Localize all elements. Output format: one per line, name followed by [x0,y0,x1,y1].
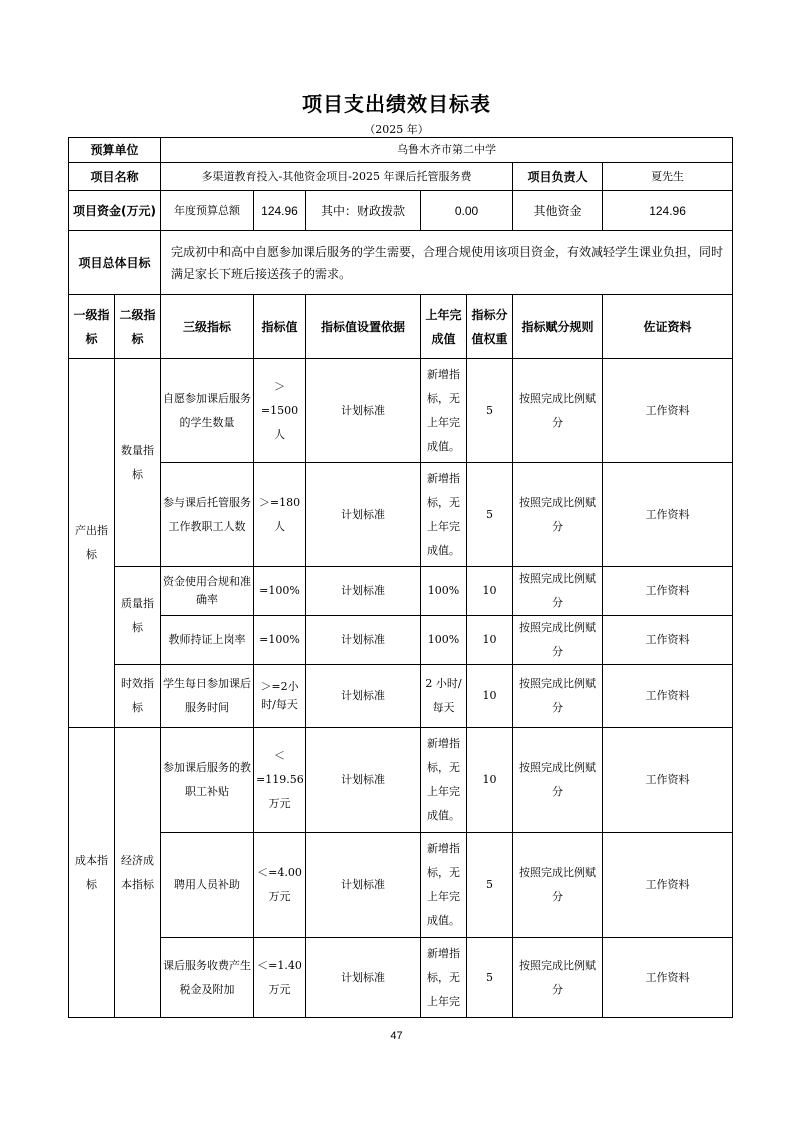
year-label: （2025 年） [364,123,429,136]
level2-quality: 质量指标 [115,567,161,665]
indicator-value: ＜=119.56 万元 [254,728,306,833]
indicator-rule: 按照完成比例赋分 [513,463,603,567]
name-label: 项目名称 [69,163,161,191]
indicator-last: 新增指标，无上年完成值。 [421,463,467,567]
indicator-weight: 5 [467,938,513,1018]
table-row [69,833,733,938]
header-value: 指标值 [254,295,306,359]
header-weight: 指标分值权重 [467,295,513,359]
indicator-basis: 计划标准 [306,359,421,463]
indicator-name: 学生每日参加课后服务时间 [161,665,254,728]
indicator-proof: 工作资料 [603,616,733,665]
header-level1: 一级指标 [69,295,115,359]
page-number: 47 [390,1030,403,1042]
unit-label: 预算单位 [69,138,161,163]
annual-label: 年度预算总额 [161,191,254,231]
other-value: 124.96 [603,191,733,231]
indicator-weight: 5 [467,463,513,567]
performance-table [68,137,733,1018]
indicator-last: 新增指标，无上年完成值。 [421,728,467,833]
indicator-weight: 10 [467,616,513,665]
table-row [69,665,733,728]
indicator-value: ＞=2小时/每天 [254,665,306,728]
indicator-value: ＞=180人 [254,463,306,567]
indicator-rule: 按照完成比例赋分 [513,359,603,463]
level1-cost: 成本指标 [69,728,115,1018]
indicator-rule: 按照完成比例赋分 [513,728,603,833]
indicator-value: =100% [254,567,306,616]
indicator-name: 课后服务收费产生税金及附加 [161,938,254,1018]
indicator-basis: 计划标准 [306,567,421,616]
page-title: 项目支出绩效目标表 [302,92,491,116]
leader-label: 项目负责人 [513,163,603,191]
indicator-rule: 按照完成比例赋分 [513,833,603,938]
header-last: 上年完成值 [421,295,467,359]
header-proof: 佐证资料 [603,295,733,359]
indicator-proof: 工作资料 [603,359,733,463]
indicator-value: =100% [254,616,306,665]
indicator-rule: 按照完成比例赋分 [513,616,603,665]
indicator-name: 参与课后托管服务工作教职工人数 [161,463,254,567]
table-row [69,359,733,463]
indicator-rule: 按照完成比例赋分 [513,665,603,728]
indicator-name: 聘用人员补助 [161,833,254,938]
goal-text: 完成初中和高中自愿参加课后服务的学生需要，合理合规使用该项目资金，有效减轻学生课业负担，同时满足家长下班后接送孩子的需求。 [161,231,733,295]
indicator-basis: 计划标准 [306,665,421,728]
indicator-proof: 工作资料 [603,833,733,938]
indicator-proof: 工作资料 [603,567,733,616]
table-row [69,938,733,1018]
indicator-rule: 按照完成比例赋分 [513,567,603,616]
header-level3: 三级指标 [161,295,254,359]
indicator-weight: 5 [467,833,513,938]
level1-output: 产出指标 [69,359,115,728]
indicator-rule: 按照完成比例赋分 [513,938,603,1018]
table-row [69,567,733,616]
indicator-proof: 工作资料 [603,665,733,728]
indicator-weight: 10 [467,665,513,728]
indicator-value: ＞=1500人 [254,359,306,463]
indicator-basis: 计划标准 [306,833,421,938]
indicator-value: ＜=1.40万元 [254,938,306,1018]
indicator-name: 资金使用合规和准确率 [161,567,254,616]
indicator-basis: 计划标准 [306,463,421,567]
header-rule: 指标赋分规则 [513,295,603,359]
table-row [69,616,733,665]
indicator-name: 教师持证上岗率 [161,616,254,665]
fund-label: 项目资金(万元) [69,191,161,231]
indicator-last: 新增指标，无上年完成值。 [421,833,467,938]
indicator-last: 新增指标，无上年完成值。 [421,359,467,463]
leader-value: 夏先生 [603,163,733,191]
indicator-last: 新增指标，无上年完 [421,938,467,1018]
indicator-value: ＜=4.00万元 [254,833,306,938]
level2-timeliness: 时效指标 [115,665,161,728]
table-row [69,463,733,567]
header-level2: 二级指标 [115,295,161,359]
header-basis: 指标值设置依据 [306,295,421,359]
indicator-basis: 计划标准 [306,938,421,1018]
unit-value: 乌鲁木齐市第二中学 [161,138,733,163]
other-label: 其他资金 [513,191,603,231]
indicator-name: 自愿参加课后服务的学生数量 [161,359,254,463]
level2-quantity: 数量指标 [115,359,161,567]
indicator-weight: 5 [467,359,513,463]
indicator-proof: 工作资料 [603,938,733,1018]
table-row [69,728,733,833]
level2-economic-cost: 经济成本指标 [115,728,161,1018]
indicator-weight: 10 [467,728,513,833]
goal-label: 项目总体目标 [69,231,161,295]
fiscal-label: 其中：财政拨款 [306,191,421,231]
name-value: 多渠道教育投入-其他资金项目-2025 年课后托管服务费 [161,163,513,191]
fiscal-value: 0.00 [421,191,513,231]
indicator-proof: 工作资料 [603,728,733,833]
indicator-basis: 计划标准 [306,728,421,833]
indicator-basis: 计划标准 [306,616,421,665]
indicator-last: 100% [421,616,467,665]
indicator-weight: 10 [467,567,513,616]
indicator-last: 100% [421,567,467,616]
annual-value: 124.96 [254,191,306,231]
indicator-name: 参加课后服务的教职工补贴 [161,728,254,833]
indicator-proof: 工作资料 [603,463,733,567]
indicator-last: 2 小时/每天 [421,665,467,728]
